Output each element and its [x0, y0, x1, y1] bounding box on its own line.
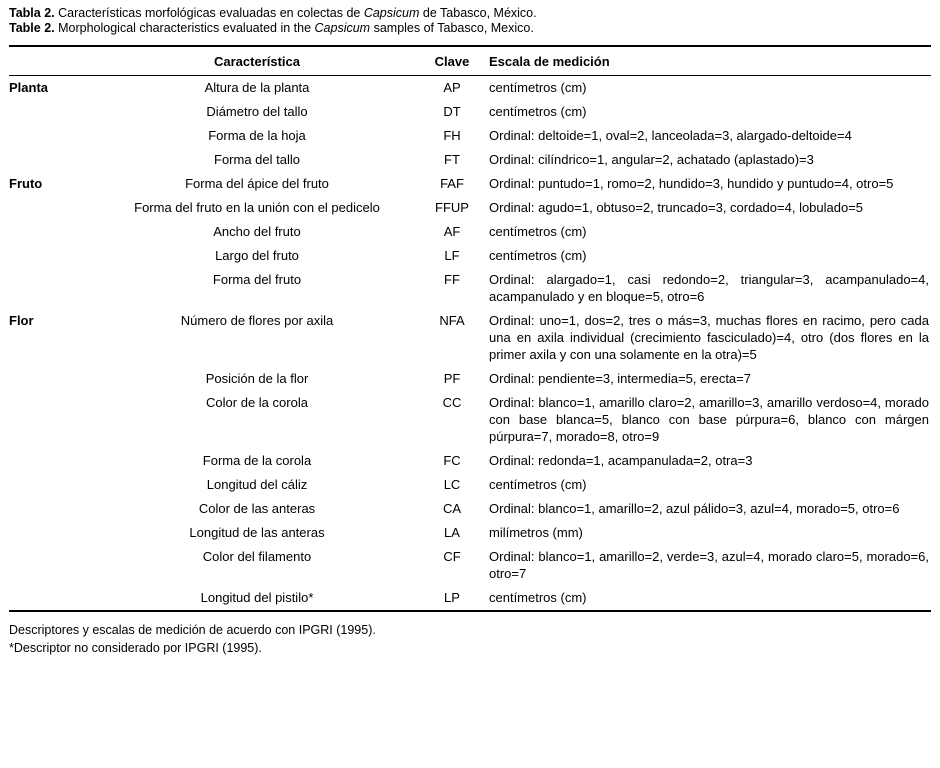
escala-cell: Ordinal: pendiente=3, intermedia=5, erecta=7 [489, 371, 751, 386]
caracteristica-cell: Longitud del cáliz [206, 477, 308, 492]
group-label: Planta [9, 80, 49, 95]
table-row [9, 196, 931, 220]
escala-cell: Ordinal: uno=1, dos=2, tres o más=3, muchas flores en racimo, pero cada una en axila individual (crecimiento fasciculado)=4, otro (dos flores en la primer axila y con una solamente en la otra)=5 [489, 313, 929, 362]
caption-spanish-species: Capsicum [363, 6, 420, 20]
group-label [9, 244, 99, 268]
escala-cell: Ordinal: blanco=1, amarillo=2, verde=3, azul=4, morado claro=5, morado=6, otro=7 [489, 549, 929, 581]
group-label [9, 586, 99, 611]
group-label: Flor [9, 313, 34, 328]
caracteristica-cell: Color de la corola [206, 395, 308, 410]
group-label [9, 268, 99, 309]
clave-cell: FF [444, 272, 460, 287]
clave-cell: AF [443, 224, 461, 239]
clave-cell: FAF [440, 176, 464, 191]
clave-cell: LF [444, 248, 460, 263]
caracteristica-cell: Número de flores por axila [180, 313, 334, 328]
escala-cell: Ordinal: deltoide=1, oval=2, lanceolada=3, alargado-deltoide=4 [489, 128, 852, 143]
escala-cell: Ordinal: puntudo=1, romo=2, hundido=3, hundido y puntudo=4, otro=5 [489, 176, 894, 191]
table-body [9, 76, 931, 612]
caracteristica-cell: Diámetro del tallo [206, 104, 308, 119]
clave-cell: PF [443, 371, 461, 386]
escala-cell: centímetros (cm) [489, 104, 587, 119]
table-row [9, 172, 931, 196]
table-row [9, 391, 931, 449]
escala-cell: Ordinal: alargado=1, casi redondo=2, triangular=3, acampanulado=4, acampanulado y en bloque=5, otro=6 [489, 272, 929, 304]
group-label [9, 100, 99, 124]
group-label [9, 545, 99, 586]
caracteristica-cell: Color del filamento [202, 549, 312, 564]
caption-spanish-text-end: de Tabasco, México. [422, 6, 537, 20]
clave-cell: FC [443, 453, 461, 468]
table-row [9, 76, 931, 101]
clave-cell: DT [443, 104, 461, 119]
morphology-table [9, 45, 931, 612]
footnote-asterisk: *Descriptor no considerado por IPGRI (1995). [9, 641, 262, 655]
caracteristica-cell: Forma de la corola [202, 453, 312, 468]
caracteristica-cell: Posición de la flor [205, 371, 309, 386]
clave-cell: LA [444, 525, 460, 540]
table-row [9, 367, 931, 391]
caption-spanish-label: Tabla 2. [9, 6, 55, 20]
group-label [9, 367, 99, 391]
caracteristica-cell: Longitud del pistilo* [200, 590, 314, 605]
header-escala: Escala de medición [489, 46, 931, 76]
table-row [9, 220, 931, 244]
escala-cell: Ordinal: blanco=1, amarillo=2, azul pálido=3, azul=4, morado=5, otro=6 [489, 501, 900, 516]
group-label [9, 220, 99, 244]
header-clave: Clave [415, 46, 489, 76]
escala-cell: centímetros (cm) [489, 248, 587, 263]
caption-english-text-end: samples of Tabasco, Mexico. [373, 21, 534, 35]
clave-cell: AP [443, 80, 461, 95]
escala-cell: centímetros (cm) [489, 590, 587, 605]
clave-cell: NFA [439, 313, 465, 328]
table-row [9, 100, 931, 124]
caracteristica-cell: Forma del tallo [214, 152, 300, 167]
group-label [9, 521, 99, 545]
caracteristica-cell: Forma del ápice del fruto [185, 176, 329, 191]
caption-spanish [9, 6, 931, 21]
escala-cell: Ordinal: blanco=1, amarillo claro=2, amarillo=3, amarillo verdoso=4, morado con base blanca=5, blanco con base púrpura=6, blanco con márgen púrpura=7, morado=8, otro=9 [489, 395, 929, 444]
clave-cell: CA [442, 501, 462, 516]
caption-english-text: Morphological characteristics evaluated in the [58, 21, 312, 35]
escala-cell: centímetros (cm) [489, 80, 587, 95]
escala-cell: milímetros (mm) [489, 525, 583, 540]
footnotes [9, 621, 931, 657]
table-row [9, 545, 931, 586]
table-header [9, 46, 931, 76]
caption-english [9, 21, 931, 36]
header-group [9, 46, 99, 76]
footnote-source: Descriptores y escalas de medición de acuerdo con IPGRI (1995). [9, 623, 376, 637]
caracteristica-cell: Longitud de las anteras [189, 525, 325, 540]
caracteristica-cell: Forma del fruto en la unión con el pedicelo [134, 200, 380, 215]
clave-cell: FFUP [435, 200, 469, 215]
clave-cell: LP [444, 590, 460, 605]
clave-cell: LC [443, 477, 461, 492]
table-row [9, 449, 931, 473]
clave-cell: CC [442, 395, 462, 410]
caracteristica-cell: Altura de la planta [204, 80, 310, 95]
header-row [9, 46, 931, 76]
group-label [9, 449, 99, 473]
table-row [9, 473, 931, 497]
caracteristica-cell: Largo del fruto [215, 248, 299, 263]
table-row [9, 124, 931, 148]
escala-cell: centímetros (cm) [489, 224, 587, 239]
clave-cell: FH [443, 128, 461, 143]
table-row [9, 521, 931, 545]
group-label [9, 497, 99, 521]
group-label [9, 196, 99, 220]
clave-cell: FT [444, 152, 460, 167]
escala-cell: Ordinal: cilíndrico=1, angular=2, achatado (aplastado)=3 [489, 152, 814, 167]
group-label [9, 473, 99, 497]
caracteristica-cell: Ancho del fruto [213, 224, 301, 239]
table-row [9, 586, 931, 611]
table-row [9, 268, 931, 309]
caption-english-label: Table 2. [9, 21, 55, 35]
table-row [9, 497, 931, 521]
table-row [9, 148, 931, 172]
caracteristica-cell: Forma del fruto [212, 272, 302, 287]
escala-cell: Ordinal: agudo=1, obtuso=2, truncado=3, cordado=4, lobulado=5 [489, 200, 864, 215]
group-label [9, 148, 99, 172]
group-label [9, 124, 99, 148]
header-caracteristica: Característica [99, 46, 415, 76]
table-row [9, 244, 931, 268]
caracteristica-cell: Forma de la hoja [208, 128, 306, 143]
group-label: Fruto [9, 176, 43, 191]
table-row [9, 309, 931, 367]
escala-cell: Ordinal: redonda=1, acampanulada=2, otra=3 [489, 453, 753, 468]
escala-cell: centímetros (cm) [489, 477, 587, 492]
caracteristica-cell: Color de las anteras [198, 501, 316, 516]
group-label [9, 391, 99, 449]
clave-cell: CF [443, 549, 461, 564]
caption-english-species: Capsicum [314, 21, 371, 35]
caption-spanish-text: Características morfológicas evaluadas en colectas de [58, 6, 361, 20]
